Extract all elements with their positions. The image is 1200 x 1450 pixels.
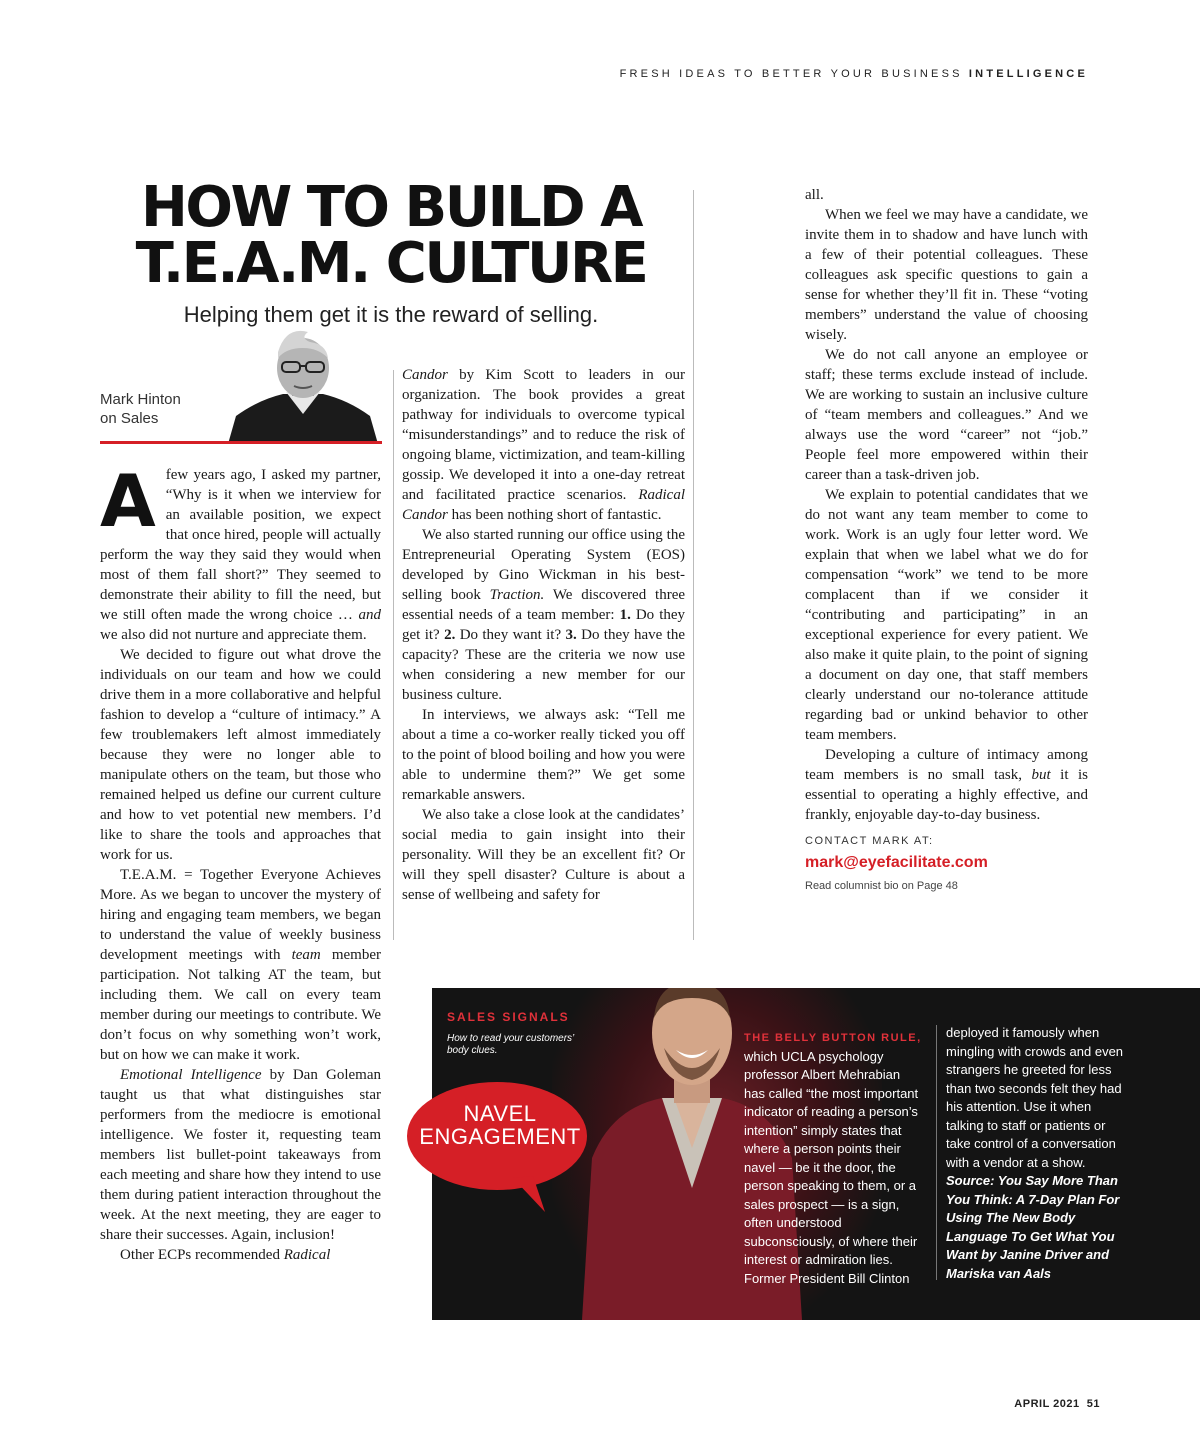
column-divider <box>393 370 394 940</box>
contact-label: CONTACT MARK AT: <box>805 835 934 847</box>
sidebar-divider <box>936 1025 937 1280</box>
page-number: 51 <box>1086 1398 1100 1410</box>
paragraph: We decided to figure out what drove the individuals on our team and how we could drive them in a more collaborative and helpful fashion to develop a “culture of intimacy.” A few troublemakers left almost immediately because they were no longer able to manipulate others on the team, but those who remained helped us define our current culture and how to vet potential new members. I’d like to share the tools and approaches that work for us. <box>100 647 381 863</box>
paragraph: When we feel we may have a candidate, we invite them in to shadow and have lunch with a few of their potential colleagues. These colleagues ask specific questions to gain a sense for whether they’ll fit in. These “voting members” understand the value of choosing wisely. <box>805 207 1088 343</box>
title-line-2: T.E.A.M. CULTURE <box>135 231 647 296</box>
article-column-2 <box>402 365 685 905</box>
paragraph: We do not call anyone an employee or staff; these terms exclude instead of include. We are working to sustain an inclusive culture of “team members and colleagues.” And we always use the word “career” not “job.” People feel more empowered within their career than a task-driven job. <box>805 347 1088 483</box>
contact-email-link[interactable]: mark@eyefacilitate.com <box>805 854 988 871</box>
sidebar-column-1: THE BELLY BUTTON RULE, which UCLA psychology professor Albert Mehrabian has called “the most important indicator of reading a person’s intention” simply states that where a person points their navel — be it the door, the person speaking to them, or a sales prospect — is a sign, often understood subconsciously, of where their interest or admiration lies. Former President Bill Clinton <box>744 1032 922 1286</box>
source-citation: Source: You Say More Than You Think: A 7-Day Plan For Using The New Body Language To Get What You Want by Janine Driver and Mariska van Aals <box>946 1173 1120 1281</box>
section-header <box>620 68 1088 80</box>
issue-date: APRIL 2021 <box>1014 1398 1080 1410</box>
paragraph: We also take a close look at the candidates’ social media to gain insight into their personality. Will they be an excellent fit? Or will they spell disaster? Culture is about a sense of wellbeing and safety for <box>402 807 685 903</box>
drop-cap: A <box>100 459 156 543</box>
author-photo <box>228 330 378 444</box>
paragraph: Candor by Kim Scott to leaders in our organization. The book provides a great pathway for individuals to overcome typical “misunderstandings” and to reduce the risk of ongoing blame, victimization, and team-killing gossip. We developed it into a one-day retreat and facilitated practice scenarios. Radical Candor has been nothing short of fantastic. <box>402 367 685 523</box>
paragraph: Developing a culture of intimacy among team members is no small task, but it is essential to operating a highly effective, and frankly, enjoyable day-to-day business. <box>805 747 1089 823</box>
byline-rule <box>100 441 382 444</box>
paragraph: We also started running our office using the Entrepreneurial Operating System (EOS) developed by Gino Wickman in his best-selling book Traction. We discovered three essential needs of a team member: 1. Do they get it? 2. Do they want it? 3. Do they have the capacity? These are the criteria we now use when considering a new member for our business culture. <box>402 527 686 703</box>
paragraph: T.E.A.M. = Together Everyone Achieves More. As we began to uncover the mystery of hiring and engaging team members, we began to understand the value of weekly business development meetings with team member participation. Not talking AT the team, but including them. We call on every team member during our meetings to contribute. We don’t focus on why something won’t work, but on how we can make it work. <box>100 867 381 1063</box>
header-tag-text: FRESH IDEAS TO BETTER YOUR BUSINESS <box>619 68 963 80</box>
paragraph: In interviews, we always ask: “Tell me about a time a co-worker really ticked you off to the point of blood boiling and how you were able to undermine them?” We get some remarkable answers. <box>402 707 685 803</box>
bubble-text: NAVEL ENGAGEMENT <box>419 1101 581 1149</box>
rule-name: THE BELLY BUTTON RULE, <box>744 1032 922 1044</box>
article-column-1 <box>100 459 382 1265</box>
paragraph: Afew years ago, I asked my partner, “Why is it when we interview for an available position, we expect that once hired, people will actually perform the way they said they would when most of them fall short?” They seemed to demonstrate their ability to fill the need, but we still often made the wrong choice … and we also did not nurture and appreciate them. <box>100 459 381 643</box>
page-folio <box>1014 1398 1100 1410</box>
article-column-3 <box>805 185 1088 896</box>
sidebar-title: SALES SIGNALS <box>447 1010 570 1024</box>
bio-note: Read columnist bio on Page 48 <box>805 880 958 892</box>
paragraph: Emotional Intelligence by Dan Goleman taught us that what distinguishes star performers from the mediocre is emotional intelligence. We foster it, requesting team members list bullet-point takeaways from each meeting and share how they intend to use them during patient interaction throughout the week. At the next meeting, they are eager to share their successes. Again, inclusion! <box>100 1067 382 1243</box>
paragraph: Other ECPs recommended Radical <box>120 1247 331 1263</box>
author-byline <box>100 390 181 428</box>
author-name: Mark Hinton <box>100 391 181 408</box>
article-subtitle: Helping them get it is the reward of selling. <box>183 302 599 327</box>
sidebar-subtitle: How to read your customers’ body clues. <box>447 1033 574 1056</box>
header-tag-bold: INTELLIGENCE <box>968 68 1088 80</box>
paragraph: We explain to potential candidates that we do not want any team member to come to work. Work is an ugly four letter word. We explain that when we label what we do for compensation “work” we tend to be more complacent than if we consider it “contributing and participating” in an exceptional experience for every patient. We also make it quite plain, to the point of signing a document on day one, that staff members clearly understand our no-tolerance attitude regarding bad or unkind behavior to other team members. <box>805 487 1088 743</box>
column-divider <box>693 190 694 940</box>
title-line-1: HOW TO BUILD A <box>140 175 642 240</box>
article-title <box>100 175 682 296</box>
paragraph: all. <box>805 187 824 203</box>
author-column: on Sales <box>100 410 159 427</box>
sidebar-column-2: deployed it famously when mingling with crowds and even strangers he greeted for less than two seconds felt they had his attention. Use it when talking to staff or patients or take control of a conversation with a vendor at a show. Source: You Say More Than You Think: A 7-Day Plan For Using The New Body Language To Get What You Want by Janine Driver and Mariska van Aals <box>946 1025 1124 1281</box>
